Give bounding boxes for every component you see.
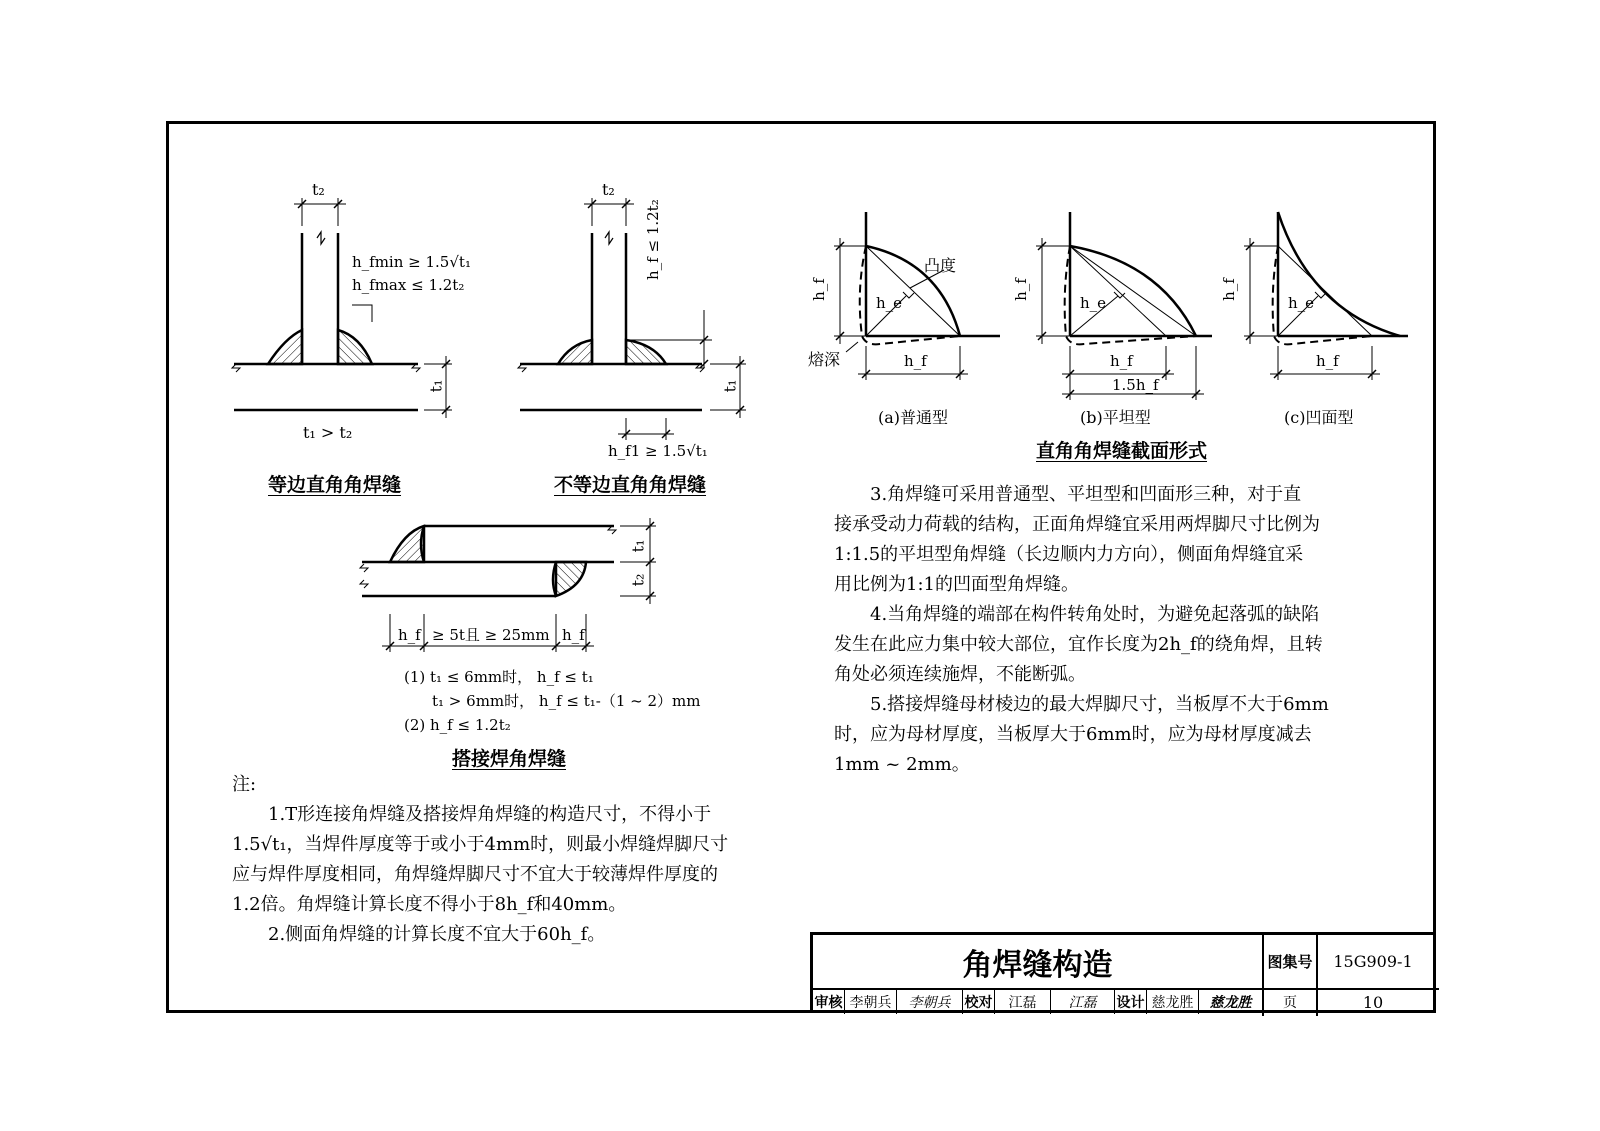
a-penetration-label: 熔深 [808,350,841,369]
a-form-label: (a)普通型 [878,408,949,427]
notes-right [834,480,1424,780]
a-hf-vertical: h_f [809,278,828,301]
equal-fillet-caption: 等边直角角焊缝 [268,474,402,496]
lap-cond1a: (1) t₁ ≤ 6mm时， h_f ≤ t₁ [404,668,594,686]
note-3-line-3: 1:1.5的平坦型角焊缝（长边顺内力方向），侧面角焊缝宜采 [834,544,1304,565]
lap-span-label: ≥ 5t且 ≥ 25mm [432,626,550,644]
b-hf-vertical: h_f [1011,278,1030,301]
review-label: 审核 [813,990,845,1014]
section-flat-diagram [1036,212,1212,400]
designer-name: 慈龙胜 [1147,990,1199,1014]
lap-fillet-caption: 搭接焊角焊缝 [452,748,567,770]
notes-heading: 注: [232,774,257,795]
design-label: 设计 [1115,990,1147,1014]
c-he-label: h_e [1288,294,1315,312]
a-he-label: h_e [876,294,903,312]
b-form-label: (b)平坦型 [1080,408,1151,427]
title-block [810,932,1436,1013]
note-1-line-4: 1.2倍。角焊缝计算长度不得小于8h_f和40mm。 [232,894,627,915]
lap-t2-label: t₂ [628,573,648,587]
reviewer-name: 李朝兵 [845,990,897,1014]
lap-hf-right: h_f [562,626,585,644]
equal-t2-label: t₂ [312,180,325,199]
unequal-t1-label: t₁ [720,379,740,393]
note-2: 2.侧面角焊缝的计算长度不宜大于60h_f。 [268,924,606,945]
c-hf-vertical: h_f [1219,278,1238,301]
equal-rule-max: h_fmax ≤ 1.2t₂ [352,276,465,294]
note-4-line-1: 4.当角焊缝的端部在构件转角处时，为避免起落弧的缺陷 [870,604,1320,625]
note-4-line-3: 角处必须连续施焊，不能断弧。 [834,664,1086,685]
notes-left [232,770,792,950]
note-1-line-3: 应与焊件厚度相同，角焊缝焊脚尺寸不宜大于较薄焊件厚度的 [232,864,718,885]
note-5-line-3: 1mm ~ 2mm。 [834,754,970,775]
unequal-fillet-diagram [518,198,746,440]
unequal-rule-bottom: h_f1 ≥ 1.5√t₁ [608,442,708,460]
b-he-label: h_e [1080,294,1107,312]
unequal-rule-side: h_f ≤ 1.2t₂ [644,199,662,280]
designer-signature: 慈龙胜 [1209,995,1252,1011]
c-hf-horizontal: h_f [1316,352,1339,370]
note-3-line-1: 3.角焊缝可采用普通型、平坦型和凹面形三种，对于直 [870,484,1302,505]
lap-t1-label: t₁ [628,539,648,553]
note-1-line-2: 1.5√t₁，当焊件厚度等于或小于4mm时，则最小焊缝焊脚尺寸 [232,834,729,855]
equal-fillet-diagram [232,198,452,418]
lap-hf-left: h_f [398,626,421,644]
drawing-title: 角焊缝构造 [962,947,1113,983]
lap-cond2: (2) h_f ≤ 1.2t₂ [404,716,511,734]
note-5-line-1: 5.搭接焊缝母材棱边的最大焊脚尺寸，当板厚不大于6mm [870,694,1329,715]
b-1-5hf-label: 1.5h_f [1112,376,1159,394]
page-number: 10 [1362,992,1384,1012]
atlas-label: 图集号 [1267,953,1313,971]
c-form-label: (c)凹面型 [1284,408,1354,427]
equal-rule-min: h_fmin ≥ 1.5√t₁ [352,253,471,271]
a-convexity-label: 凸度 [924,256,957,275]
a-hf-horizontal: h_f [904,352,927,370]
checker-name: 江磊 [995,990,1051,1014]
checker-signature: 江磊 [1051,990,1115,1014]
lap-cond1b: t₁ > 6mm时， h_f ≤ t₁-（1 ~ 2）mm [432,692,701,710]
page-label: 页 [1283,995,1297,1011]
check-label: 校对 [963,990,995,1014]
note-1-line-1: 1.T形连接角焊缝及搭接焊角焊缝的构造尺寸，不得小于 [268,804,712,825]
reviewer-signature: 李朝兵 [897,990,963,1014]
equal-t1-label: t₁ [426,379,446,393]
b-hf-horizontal: h_f [1110,352,1133,370]
section-forms-caption: 直角角焊缝截面形式 [1036,440,1208,462]
equal-relation: t₁ > t₂ [303,423,353,442]
unequal-fillet-caption: 不等边直角角焊缝 [554,474,707,496]
note-3-line-4: 用比例为1:1的凹面型角焊缝。 [834,574,1079,595]
atlas-number: 15G909-1 [1333,952,1413,971]
note-4-line-2: 发生在此应力集中较大部位，宜作长度为2h_f的绕角焊，且转 [834,634,1323,655]
note-3-line-2: 接承受动力荷载的结构，正面角焊缝宜采用两焊脚尺寸比例为 [834,514,1320,535]
note-5-line-2: 时，应为母材厚度，当板厚大于6mm时，应为母材厚度减去 [834,724,1312,745]
unequal-t2-label: t₂ [602,180,615,199]
